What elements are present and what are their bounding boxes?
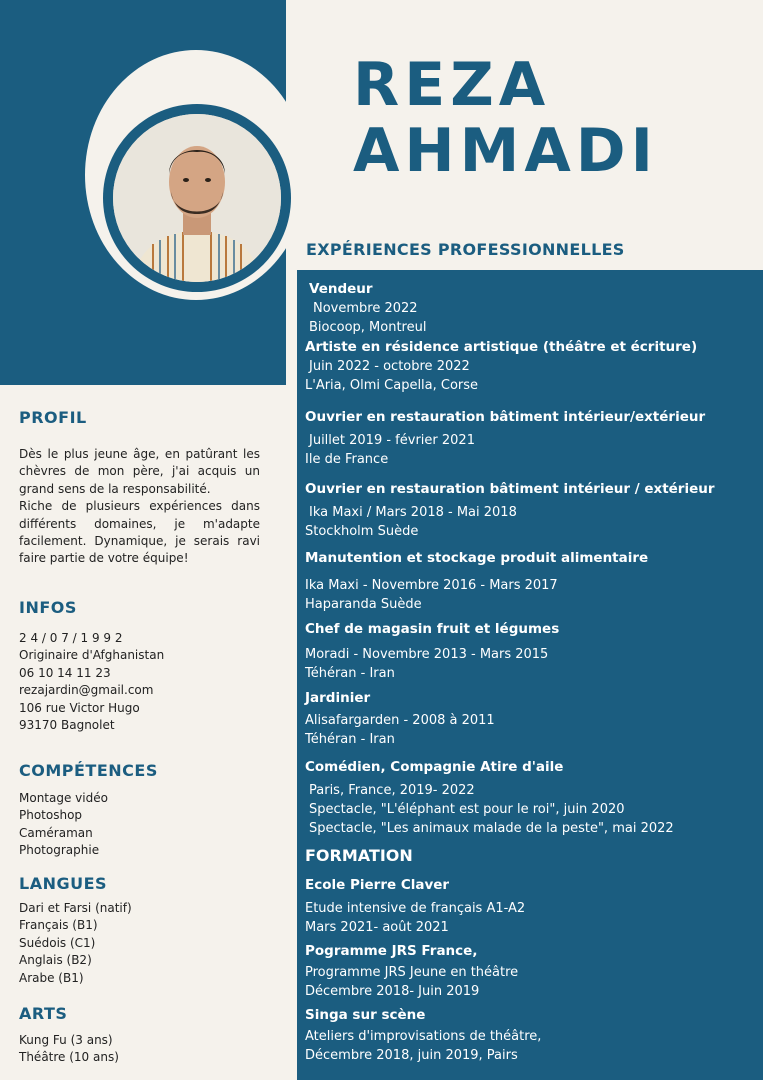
infos-heading: INFOS <box>19 598 77 617</box>
infos-section <box>19 598 260 734</box>
experience-line: Juin 2022 - octobre 2022 <box>309 359 470 374</box>
profil-section <box>19 408 260 568</box>
first-name: REZA <box>353 50 551 120</box>
formation-item <box>305 876 755 937</box>
formation-title: Ecole Pierre Claver <box>305 877 450 893</box>
langue-item: Suédois (C1) <box>19 935 96 950</box>
formation-item <box>305 942 755 1001</box>
experience-item <box>305 689 755 749</box>
experience-line: Biocoop, Montreul <box>309 320 427 335</box>
formation-line: Décembre 2018, juin 2019, Pairs <box>305 1048 518 1063</box>
formation-line: Ateliers d'improvisations de théâtre, <box>305 1029 542 1044</box>
langue-item: Anglais (B2) <box>19 953 92 968</box>
person-portrait-icon <box>113 114 281 282</box>
art-item: Théâtre (10 ans) <box>19 1050 119 1065</box>
competence-item: Caméraman <box>19 825 93 840</box>
experience-title: Ouvrier en restauration bâtiment intérieur/extérieur <box>305 409 706 425</box>
experience-line: Alisafargarden - 2008 à 2011 <box>305 713 495 728</box>
formation-item <box>305 1006 755 1065</box>
competences-heading: COMPÉTENCES <box>19 761 158 780</box>
experience-line: Ika Maxi / Mars 2018 - Mai 2018 <box>309 505 517 520</box>
formation-line: Décembre 2018- Juin 2019 <box>305 984 480 999</box>
experience-item <box>305 549 755 614</box>
profil-text-1: Dès le plus jeune âge, en patûrant les chèvres de mon père, j'ai acquis un grand sens de la responsabilité. <box>19 447 260 496</box>
formation-title: Singa sur scène <box>305 1007 426 1023</box>
experience-title: Jardinier <box>305 690 371 706</box>
last-name: AHMADI <box>353 116 658 186</box>
candidate-name <box>353 52 658 184</box>
experience-line: Haparanda Suède <box>305 597 422 612</box>
experience-item <box>305 758 755 838</box>
competence-item: Photoshop <box>19 808 83 823</box>
profile-photo <box>113 114 281 282</box>
competence-item: Photographie <box>19 843 100 858</box>
formation-line: Programme JRS Jeune en théâtre <box>305 965 519 980</box>
experience-title: Chef de magasin fruit et légumes <box>305 621 560 637</box>
arts-section <box>19 1004 260 1067</box>
experiences-heading: EXPÉRIENCES PROFESSIONNELLES <box>306 240 625 259</box>
experience-line: Spectacle, "Les animaux malade de la peste", mai 2022 <box>309 821 674 836</box>
experience-title: Vendeur <box>309 281 373 297</box>
experience-title: Comédien, Compagnie Atire d'aile <box>305 759 564 775</box>
experience-item <box>305 338 755 395</box>
experience-line: L'Aria, Olmi Capella, Corse <box>305 378 479 393</box>
experiences-panel <box>297 270 763 1080</box>
experience-line: Téhéran - Iran <box>305 666 395 681</box>
langue-item: Arabe (B1) <box>19 970 84 985</box>
experience-item <box>305 480 755 541</box>
langue-item: Français (B1) <box>19 918 98 933</box>
infos-line: 93170 Bagnolet <box>19 718 115 733</box>
competences-section <box>19 761 260 860</box>
experience-item <box>309 280 759 337</box>
profil-heading: PROFIL <box>19 408 87 427</box>
experience-line: Spectacle, "L'éléphant est pour le roi", juin 2020 <box>309 802 625 817</box>
arts-heading: ARTS <box>19 1004 68 1023</box>
experience-line: Juillet 2019 - février 2021 <box>309 433 475 448</box>
infos-line: 06 10 14 11 23 <box>19 665 111 680</box>
langue-item: Dari et Farsi (natif) <box>19 901 132 915</box>
experience-item <box>305 620 755 683</box>
formation-heading: FORMATION <box>305 846 413 865</box>
experience-line: Novembre 2022 <box>313 301 418 316</box>
infos-line: Originaire d'Afghanistan <box>19 648 165 663</box>
infos-line: 106 rue Victor Hugo <box>19 700 140 715</box>
infos-line: 2 4 / 0 7 / 1 9 9 2 <box>19 631 123 645</box>
experience-line: Ika Maxi - Novembre 2016 - Mars 2017 <box>305 578 558 593</box>
profil-text-2: Riche de plusieurs expériences dans différents domaines, je m'adapte facilement. Dynamique, je serais ravi faire partie de votre équipe! <box>19 499 260 566</box>
formation-line: Mars 2021- août 2021 <box>305 920 449 935</box>
experience-line: Ile de France <box>305 452 389 467</box>
art-item: Kung Fu (3 ans) <box>19 1033 113 1047</box>
experience-title: Ouvrier en restauration bâtiment intérieur / extérieur <box>305 481 715 497</box>
experience-item <box>305 408 755 469</box>
experience-title: Artiste en résidence artistique (théâtre et écriture) <box>305 339 698 355</box>
experience-title: Manutention et stockage produit alimentaire <box>305 550 649 566</box>
experience-line: Paris, France, 2019- 2022 <box>309 783 475 798</box>
langues-section <box>19 874 260 987</box>
langues-heading: LANGUES <box>19 874 108 893</box>
experience-line: Stockholm Suède <box>305 524 419 539</box>
experience-line: Moradi - Novembre 2013 - Mars 2015 <box>305 647 549 662</box>
formation-title: Pogramme JRS France, <box>305 943 478 959</box>
experience-line: Téhéran - Iran <box>305 732 395 747</box>
competence-item: Montage vidéo <box>19 791 108 805</box>
formation-line: Etude intensive de français A1-A2 <box>305 901 526 916</box>
infos-line: rezajardin@gmail.com <box>19 683 154 698</box>
